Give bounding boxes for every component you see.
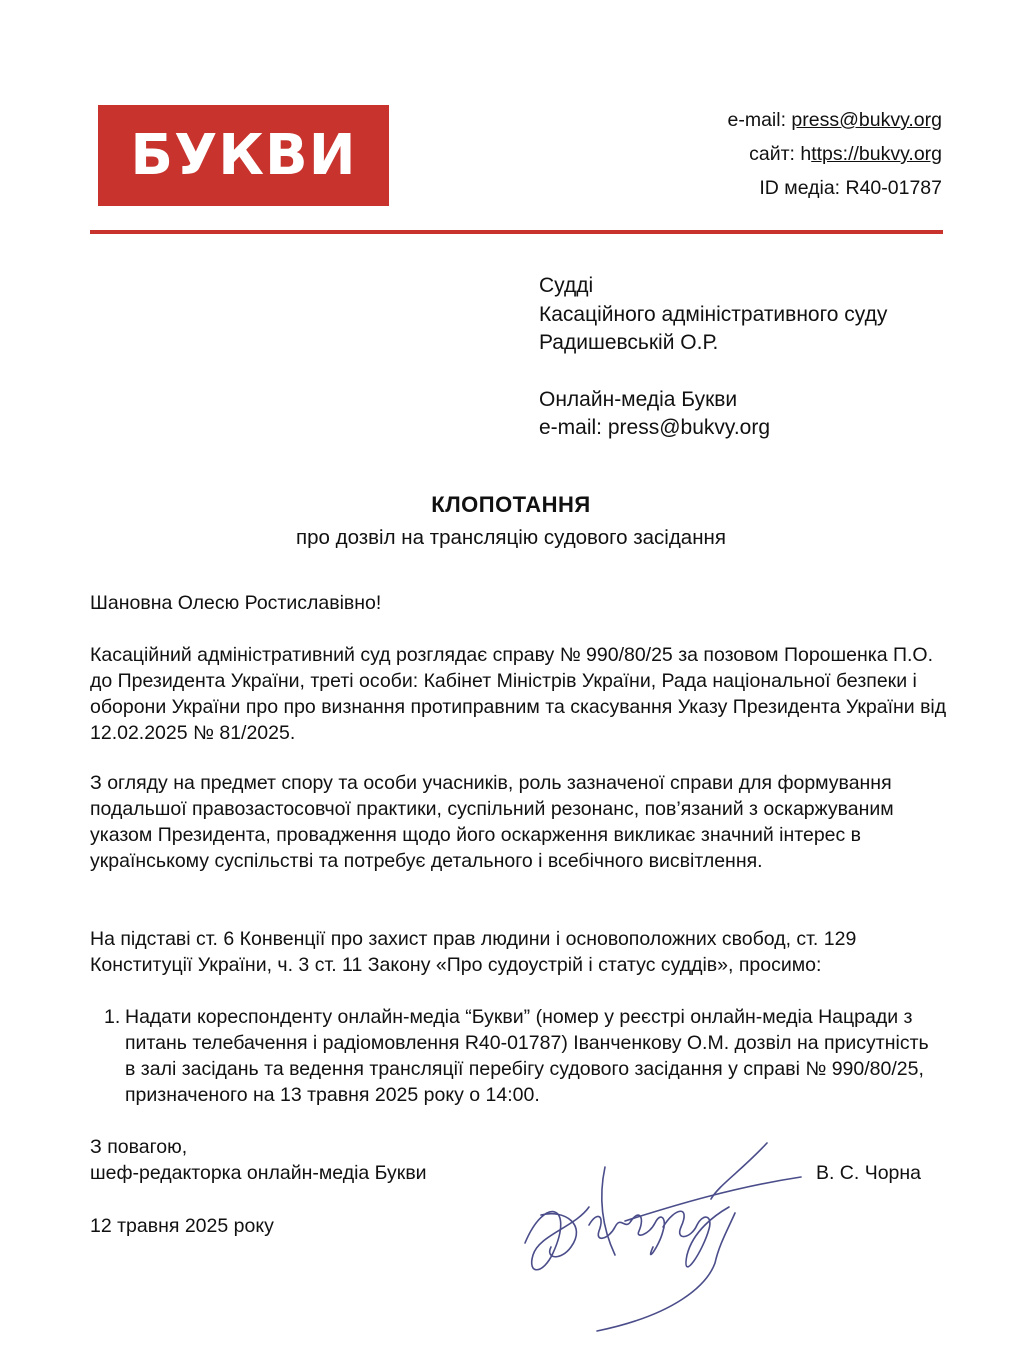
contact-email [727, 103, 942, 137]
logo-text: БУКВИ [130, 123, 357, 188]
request-list-item [104, 1004, 944, 1108]
email-link[interactable]: press@bukvy.org [791, 109, 942, 131]
sender-line: Онлайн-медіа Букви [539, 387, 738, 411]
header-divider [90, 230, 943, 234]
email-label: e-mail: [727, 109, 792, 131]
contact-block [727, 103, 942, 205]
signer-name: В. С. Чорна [815, 1162, 921, 1184]
closing: З повагою, [90, 1136, 188, 1158]
site-label: сайт: h [749, 143, 812, 165]
document-title: КЛОПОТАННЯ [431, 492, 591, 517]
paragraph-reasoning: З огляду на предмет спору та особи учасників, роль зазначеної справи для формування подальшої правозастосовчої практики, суспільний резонанс, пов’язаний з оскаржуваним указом Президента, провадження щодо його оскарження викликає значний інтерес в українському суспільстві та потребує детального і всебічного висвітлення. [90, 772, 894, 872]
list-number: 1. [104, 1006, 121, 1028]
paragraph-legal-basis: На підставі ст. 6 Конвенції про захист прав людини і основоположних свобод, ст. 129 Конституції України, ч. 3 ст. 11 Закону «Про судоустрій і статус суддів», просимо: [90, 928, 857, 976]
salutation: Шановна Олесю Ростиславівно! [90, 592, 382, 614]
site-link[interactable]: ttps://bukvy.org [811, 143, 942, 165]
media-id: ID медіа: R40-01787 [759, 177, 942, 199]
addressee-line: Касаційного адміністративного суду [539, 302, 888, 326]
contact-site [727, 137, 942, 171]
signer-title: шеф-редакторка онлайн-медіа Букви [90, 1162, 427, 1184]
addressee-block [539, 272, 887, 443]
paragraph-case: Касаційний адміністративний суд розглядає справу № 990/80/25 за позовом Порошенка П.О. до Президента України, треті особи: Кабінет Міністрів України, Рада національної безпеки і оборони України про про визнання протиправним та скасування Указу Президента України від 12.02.2025 № 81/2025. [90, 644, 947, 744]
bukvy-logo [98, 105, 389, 206]
handwritten-signature [505, 1135, 825, 1335]
addressee-line: Радишевській О.Р. [539, 331, 719, 354]
document-date: 12 травня 2025 року [90, 1215, 274, 1237]
addressee-line: Судді [539, 274, 594, 297]
document-subtitle: про дозвіл на трансляцію судового засідання [296, 526, 726, 549]
sender-email: e-mail: press@bukvy.org [539, 416, 770, 439]
list-text: Надати кореспонденту онлайн-медіа “Букви” (номер у реєстрі онлайн-медіа Нацради з питань телебачення і радіомовлення R40-01787) Іванченкову О.М. дозвіл на присутність в залі засідань та ведення трансляції перебігу судового засідання у справі № 990/80/25, призначеного на 13 травня 2025 року о 14:00. [125, 1006, 929, 1106]
